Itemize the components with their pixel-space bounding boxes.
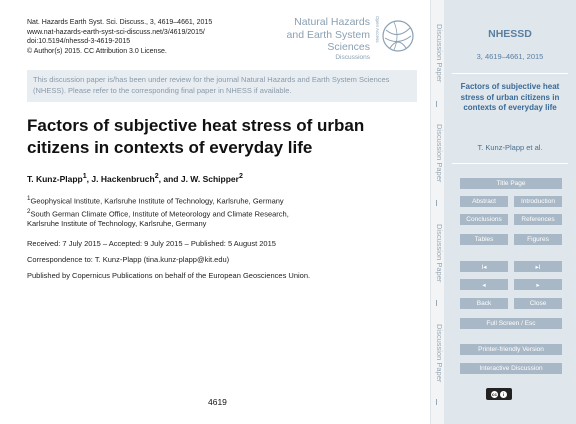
- affiliation-marker: 2: [238, 172, 243, 180]
- first-page-icon[interactable]: I◂: [460, 261, 508, 272]
- affiliation-line: Karlsruhe Institute of Technology, Karlsruhe, Germany: [27, 219, 207, 228]
- close-button[interactable]: Close: [514, 298, 562, 309]
- affiliation-marker: 2: [27, 207, 31, 215]
- cc-by-icon[interactable]: [486, 388, 512, 400]
- correspondence-line: Correspondence to: T. Kunz-Plapp (tina.kunz-plapp@kit.edu): [27, 255, 230, 264]
- by-icon: i: [500, 391, 507, 398]
- full-screen-button[interactable]: Full Screen / Esc: [460, 318, 562, 329]
- open-access-label: Open Access: [375, 16, 380, 43]
- title-page-button[interactable]: Title Page: [460, 178, 562, 189]
- page-number: 4619: [208, 397, 227, 407]
- strip-tick: [436, 200, 437, 206]
- cc-icon: cc: [491, 391, 497, 397]
- back-button[interactable]: Back: [460, 298, 508, 309]
- doi-line: doi:10.5194/nhessd-3-4619-2015: [27, 38, 131, 45]
- citation-line: Nat. Hazards Earth Syst. Sci. Discuss., 3, 4619–4661, 2015: [27, 19, 213, 26]
- sidebar-page-range: 3, 4619–4661, 2015: [476, 52, 544, 61]
- discussion-paper-label: Discussion Paper: [435, 123, 444, 183]
- affiliations: [27, 194, 289, 229]
- author-name: , J. Hackenbruch: [86, 173, 155, 184]
- url-line[interactable]: www.nat-hazards-earth-syst-sci-discuss.net/3/4619/2015/: [27, 28, 205, 36]
- tables-button[interactable]: Tables: [460, 234, 508, 245]
- next-page-icon[interactable]: ▸: [514, 279, 562, 290]
- paper-title: Factors of subjective heat stress of urban citizens in contexts of everyday life: [27, 116, 365, 157]
- discussion-paper-label: Discussion Paper: [435, 223, 444, 283]
- introduction-button[interactable]: Introduction: [514, 196, 562, 207]
- logo-name-line: and Earth System: [286, 28, 370, 41]
- last-page-icon[interactable]: ▸I: [514, 261, 562, 272]
- globe-logo-icon: [380, 16, 416, 56]
- affiliation-marker: 1: [27, 195, 31, 202]
- interactive-discussion-button[interactable]: Interactive Discussion: [460, 363, 562, 374]
- references-button[interactable]: References: [514, 214, 562, 225]
- review-notice: This discussion paper is/has been under review for the journal Natural Hazards and Earth System Sciences (NHESS). Please refer to the corresponding final paper in NHESS if available.: [27, 70, 417, 102]
- discussion-paper-label: Discussion Paper: [435, 323, 444, 383]
- license-line: © Author(s) 2015. CC Attribution 3.0 License.: [27, 47, 167, 55]
- publisher-line: Published by Copernicus Publications on behalf of the European Geosciences Union.: [27, 271, 311, 280]
- dates-line: Received: 7 July 2015 – Accepted: 9 July 2015 – Published: 5 August 2015: [27, 239, 276, 248]
- navigation-sidebar: [444, 0, 576, 424]
- sidebar-divider: [452, 163, 568, 164]
- author-list: [27, 172, 243, 184]
- discussion-paper-label: Discussion Paper: [435, 23, 444, 83]
- previous-page-icon[interactable]: ◂: [460, 279, 508, 290]
- logo-name-line: Sciences: [327, 41, 370, 53]
- strip-tick: [436, 399, 437, 405]
- figures-button[interactable]: Figures: [514, 234, 562, 245]
- logo-subtitle: Discussions: [335, 54, 370, 61]
- strip-tick: [436, 300, 437, 306]
- journal-logo: [282, 14, 418, 64]
- abstract-button[interactable]: Abstract: [460, 196, 508, 207]
- citation-block: [27, 18, 212, 56]
- author-name: T. Kunz-Plapp: [27, 173, 83, 184]
- logo-name-line: Natural Hazards: [294, 16, 370, 28]
- journal-logo-name: [287, 16, 370, 54]
- strip-tick: [436, 101, 437, 107]
- conclusions-button[interactable]: Conclusions: [460, 214, 508, 225]
- affiliation-marker: 2: [154, 172, 159, 180]
- affiliation-line: Geophysical Institute, Karlsruhe Institute of Technology, Karlsruhe, Germany: [30, 196, 284, 206]
- sidebar-journal-name: NHESSD: [488, 28, 532, 40]
- sidebar-paper-title: Factors of subjective heat stress of urban citizens in contexts of everyday life: [460, 82, 560, 112]
- sidebar-author: T. Kunz-Plapp et al.: [477, 143, 543, 152]
- printer-friendly-button[interactable]: Printer-friendly Version: [460, 344, 562, 355]
- affiliation-line: South German Climate Office, Institute of Meteorology and Climate Research,: [30, 209, 289, 218]
- affiliation-marker: 1: [82, 172, 87, 180]
- author-name: , and J. W. Schipper: [158, 173, 239, 184]
- sidebar-divider: [452, 73, 568, 74]
